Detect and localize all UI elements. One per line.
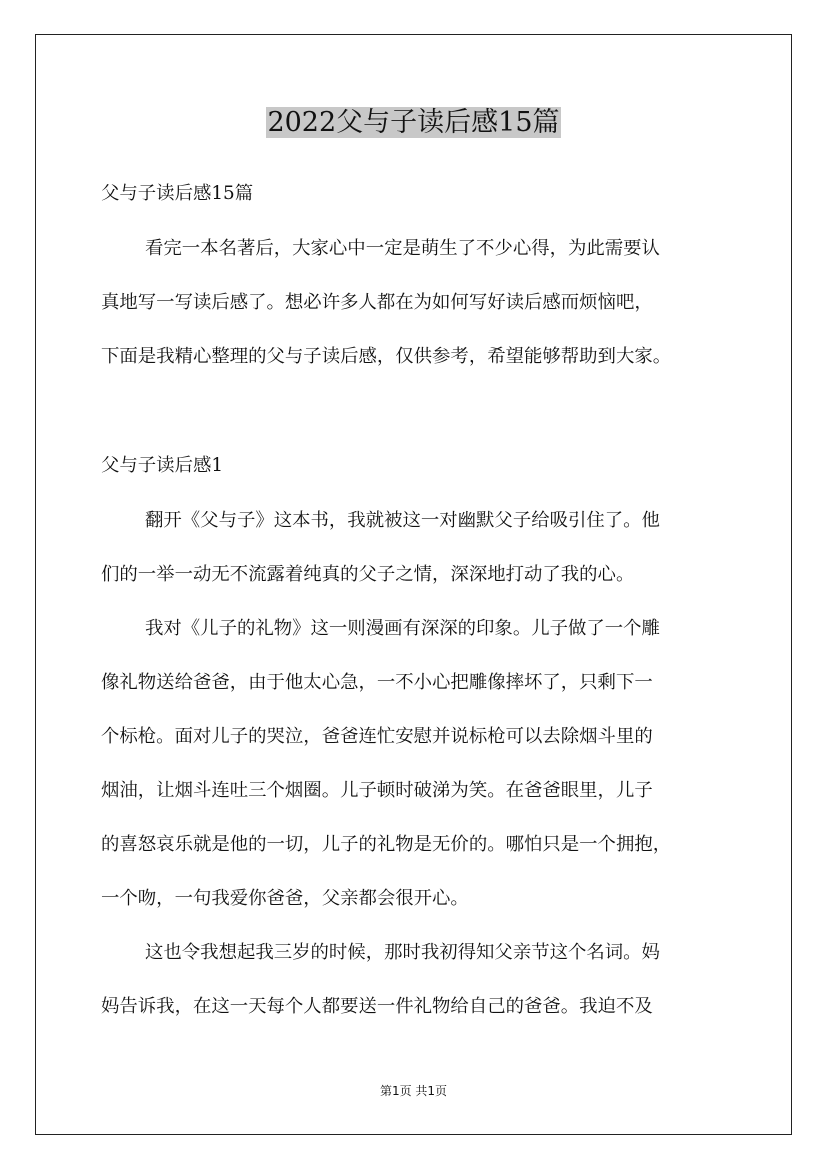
subtitle: 父与子读后感15篇 [101, 183, 254, 204]
body-line: 这也令我想起我三岁的时候，那时我初得知父亲节这个名词。妈 [145, 942, 660, 963]
body-line: 一个吻，一句我爱你爸爸，父亲都会很开心。 [101, 888, 469, 909]
page-number: 第1页 共1页 [379, 1084, 448, 1098]
body-line: 翻开《父与子》这本书，我就被这一对幽默父子给吸引住了。他 [145, 510, 660, 531]
intro-line: 看完一本名著后，大家心中一定是萌生了不少心得，为此需要认 [145, 238, 660, 259]
body-line: 像礼物送给爸爸，由于他太心急，一不小心把雕像摔坏了，只剩下一 [101, 672, 653, 693]
body-line: 妈告诉我，在这一天每个人都要送一件礼物给自己的爸爸。我迫不及 [101, 996, 653, 1017]
body-line: 个标枪。面对儿子的哭泣，爸爸连忙安慰并说标枪可以去除烟斗里的 [101, 726, 653, 747]
body-line: 烟油，让烟斗连吐三个烟圈。儿子顿时破涕为笑。在爸爸眼里，儿子 [101, 780, 653, 801]
intro-line: 下面是我精心整理的父与子读后感，仅供参考，希望能够帮助到大家。 [101, 346, 672, 367]
body-line: 们的一举一动无不流露着纯真的父子之情，深深地打动了我的心。 [101, 564, 635, 585]
document-title-text: 2022父与子读后感15篇 [267, 107, 560, 138]
section-heading: 父与子读后感1 [101, 455, 224, 476]
body-line: 我对《儿子的礼物》这一则漫画有深深的印象。儿子做了一个雕 [145, 618, 660, 639]
body-line: 的喜怒哀乐就是他的一切，儿子的礼物是无价的。哪怕只是一个拥抱， [101, 834, 672, 855]
intro-line: 真地写一写读后感了。想必许多人都在为如何写好读后感而烦恼吧， [101, 292, 653, 313]
document-title [0, 104, 827, 142]
